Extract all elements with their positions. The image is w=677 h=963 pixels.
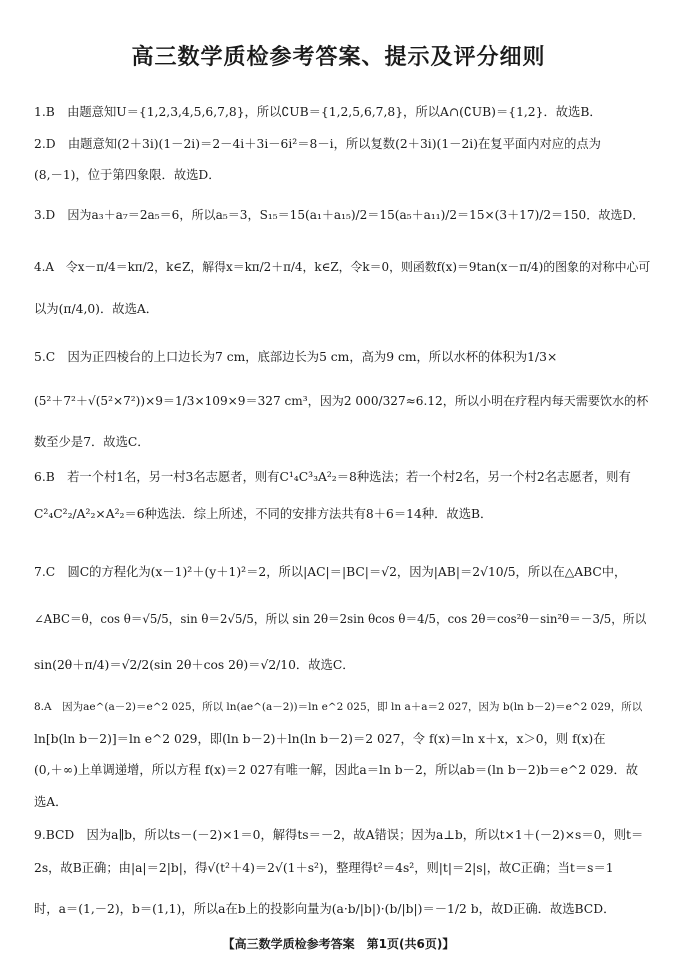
answer-line: 3.D 因为a₃＋a₇＝2a₅＝6，所以a₅＝3，S₁₅＝15(a₁＋a₁₅)/2＝15(a₅＋a₁₁)/2＝15×(3＋17)/2＝150．故选D． (34, 208, 645, 222)
answer-line: ∠ABC＝θ，cos θ＝√5/5，sin θ＝2√5/5，所以 sin 2θ＝2sin θcos θ＝4/5，cos 2θ＝cos²θ－sin²θ＝－3/5，所以 (34, 612, 647, 626)
answer-line: 1.B 由题意知U＝{1,2,3,4,5,6,7,8}，所以∁UB＝{1,2,5,6,7,8}，所以A∩(∁UB)＝{1,2}．故选B． (34, 105, 602, 119)
answer-line: (8,－1)，位于第四象限．故选D． (34, 168, 221, 182)
page-title: 高三数学质检参考答案、提示及评分细则 (131, 45, 546, 70)
answer-line: 以为(π/4,0)．故选A． (34, 302, 159, 316)
answer-line: sin(2θ＋π/4)＝√2/2(sin 2θ＋cos 2θ)＝√2/10．故选C． (34, 658, 355, 672)
page-footer: 【高三数学质检参考答案 第1页(共6页)】 (222, 937, 455, 951)
answer-line: 时，a＝(1,－2)，b＝(1,1)，所以a在b上的投影向量为(a·b/|b|)·(b/|b|)＝－1/2 b，故D正确．故选BCD． (34, 902, 616, 916)
answer-line: 6.B 若一个村1名，另一村3名志愿者，则有C¹₄C³₃A²₂＝8种选法；若一个村2名，另一个村2名志愿者，则有 (34, 470, 631, 484)
answer-line: (5²＋7²＋√(5²×7²))×9＝1/3×109×9＝327 cm³，因为2 000/327≈6.12，所以小明在疗程内每天需要饮水的杯 (34, 394, 649, 408)
answer-line: 8.A 因为ae^(a－2)＝e^2 025，所以 ln(ae^(a－2))＝ln e^2 025，即 ln a＋a＝2 027，因为 b(ln b－2)＝e^2 029，所以 (34, 701, 643, 713)
answer-line: 2s，故B正确；由|a|＝2|b|，得√(t²＋4)＝2√(1＋s²)，整理得t²＝4s²，则|t|＝2|s|，故C正确；当t＝s＝1 (34, 861, 614, 875)
answer-line: ln[b(ln b－2)]＝ln e^2 029，即(ln b－2)＋ln(ln b－2)＝2 027，令 f(x)＝ln x＋x，x＞0，则 f(x)在 (34, 732, 606, 746)
answer-line: 2.D 由题意知(2＋3i)(1－2i)＝2－4i＋3i－6i²＝8－i，所以复数(2＋3i)(1－2i)在复平面内对应的点为 (34, 137, 601, 151)
answer-line: 数至少是7．故选C． (34, 435, 150, 449)
answer-line: 7.C 圆C的方程化为(x－1)²＋(y＋1)²＝2，所以|AC|＝|BC|＝√2，因为|AB|＝2√10/5，所以在△ABC中， (34, 565, 627, 579)
answer-line: 5.C 因为正四棱台的上口边长为7 cm，底部边长为5 cm，高为9 cm，所以水杯的体积为1/3× (34, 350, 558, 364)
answer-line: (0,＋∞)上单调递增，所以方程 f(x)＝2 027有唯一解，因此a＝ln b－2，所以ab＝(ln b－2)b＝e^2 029．故 (34, 763, 639, 777)
answer-line: 选A． (34, 795, 68, 809)
answer-line: 4.A 令x－π/4＝kπ/2，k∈Z，解得x＝kπ/2＋π/4，k∈Z，令k＝0，则函数f(x)＝9tan(x－π/4)的图象的对称中心可 (34, 260, 651, 274)
answer-line: C²₄C²₂/A²₂×A²₂＝6种选法．综上所述，不同的安排方法共有8＋6＝14种．故选B． (34, 507, 493, 521)
answer-line: 9.BCD 因为a∥b，所以ts－(－2)×1＝0，解得ts＝－2，故A错误；因为a⊥b，所以t×1＋(－2)×s＝0，则t＝ (34, 828, 644, 842)
